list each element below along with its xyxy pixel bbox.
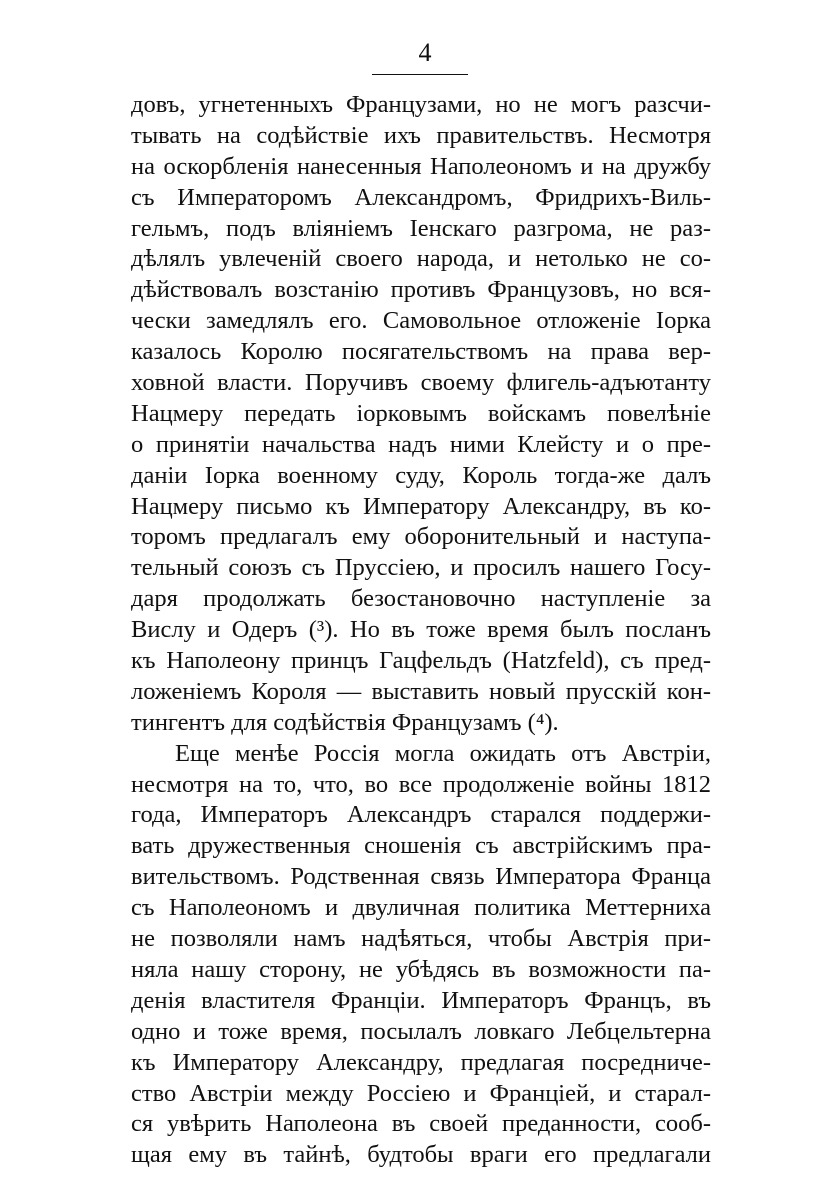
text-line: ховной власти. Поручивъ своему флигель-адъютанту [131,369,711,397]
text-line: Нацмеру передать іорковымъ войскамъ повелѣніе [131,399,711,427]
text-line: чески замедлялъ его. Самовольное отложеніе Іорка [131,307,711,335]
text-line: года, Императоръ Александръ старался поддержи- [131,801,711,829]
text-line: не позволяли намъ надѣяться, чтобы Австрія при- [131,925,711,953]
text-line: казалось Королю посягательствомъ на права вер- [131,338,711,366]
text-line: няла нашу сторону, не убѣдясь въ возможности па- [131,955,711,983]
text-line: торомъ предлагалъ ему оборонительный и наступа- [131,523,711,551]
text-line: денія властителя Франціи. Императоръ Францъ, въ [131,986,711,1014]
text-line: о принятіи начальства надъ ними Клейсту и о пре- [131,430,711,458]
text-line: съ Наполеономъ и двуличная политика Меттерниха [131,894,711,922]
text-line: довъ, угнетенныхъ Французами, но не могъ разсчи- [131,91,711,118]
text-line: одно и тоже время, посылалъ ловкаго Лебцельтерна [131,1017,711,1045]
paragraph-end-line: тингентъ для содѣйствія Французамъ (⁴). [131,708,559,736]
body-text [131,90,711,1171]
text-line: несмотря на то, что, во все продолженіе войны 1812 [131,770,711,798]
text-line: щая ему въ тайнѣ, будтобы враги его предлагали [131,1141,711,1169]
text-line: ство Австріи между Россіею и Франціей, и старал- [131,1079,711,1107]
text-line: ся увѣрить Наполеона въ своей преданности, сооб- [131,1110,711,1138]
text-line: тельный союзъ съ Пруссіею, и просилъ нашего Госу- [131,554,711,582]
page-number: 4 [418,38,432,67]
text-line: вительствомъ. Родственная связь Императора Франца [131,863,711,891]
text-line: къ Наполеону принцъ Гацфельдъ (Hatzfeld), съ пред- [131,647,711,675]
text-line: гельмъ, подъ вліяніемъ Іенскаго разгрома, не раз- [131,214,711,242]
text-line: ложеніемъ Короля — выставить новый прусскій кон- [131,677,711,705]
text-line: на оскорбленія нанесенныя Наполеономъ и на дружбу [131,152,711,180]
text-line: тывать на содѣйствіе ихъ правительствъ. Несмотря [131,121,711,149]
text-line: къ Императору Александру, предлагая посредниче- [131,1048,711,1076]
text-line: даря продолжать безостановочно наступленіе за [131,585,711,613]
paragraph-start-line: Еще менѣе Россія могла ожидать отъ Австріи, [175,739,711,767]
text-line: даніи Іорка военному суду, Король тогда-же далъ [131,461,711,489]
header-rule [372,74,468,75]
text-line: Вислу и Одеръ (³). Но въ тоже время былъ посланъ [131,616,711,644]
text-line: дѣлялъ увлеченій своего народа, и нетолько не со- [131,245,711,273]
text-line: Нацмеру письмо къ Императору Александру, въ ко- [131,492,711,520]
text-line: дѣйствовалъ возстанію противъ Французовъ, но вся- [131,276,711,304]
text-line: вать дружественныя сношенія съ австрійскимъ пра- [131,832,711,860]
text-line: съ Императоромъ Александромъ, Фридрихъ-Виль- [131,183,711,211]
